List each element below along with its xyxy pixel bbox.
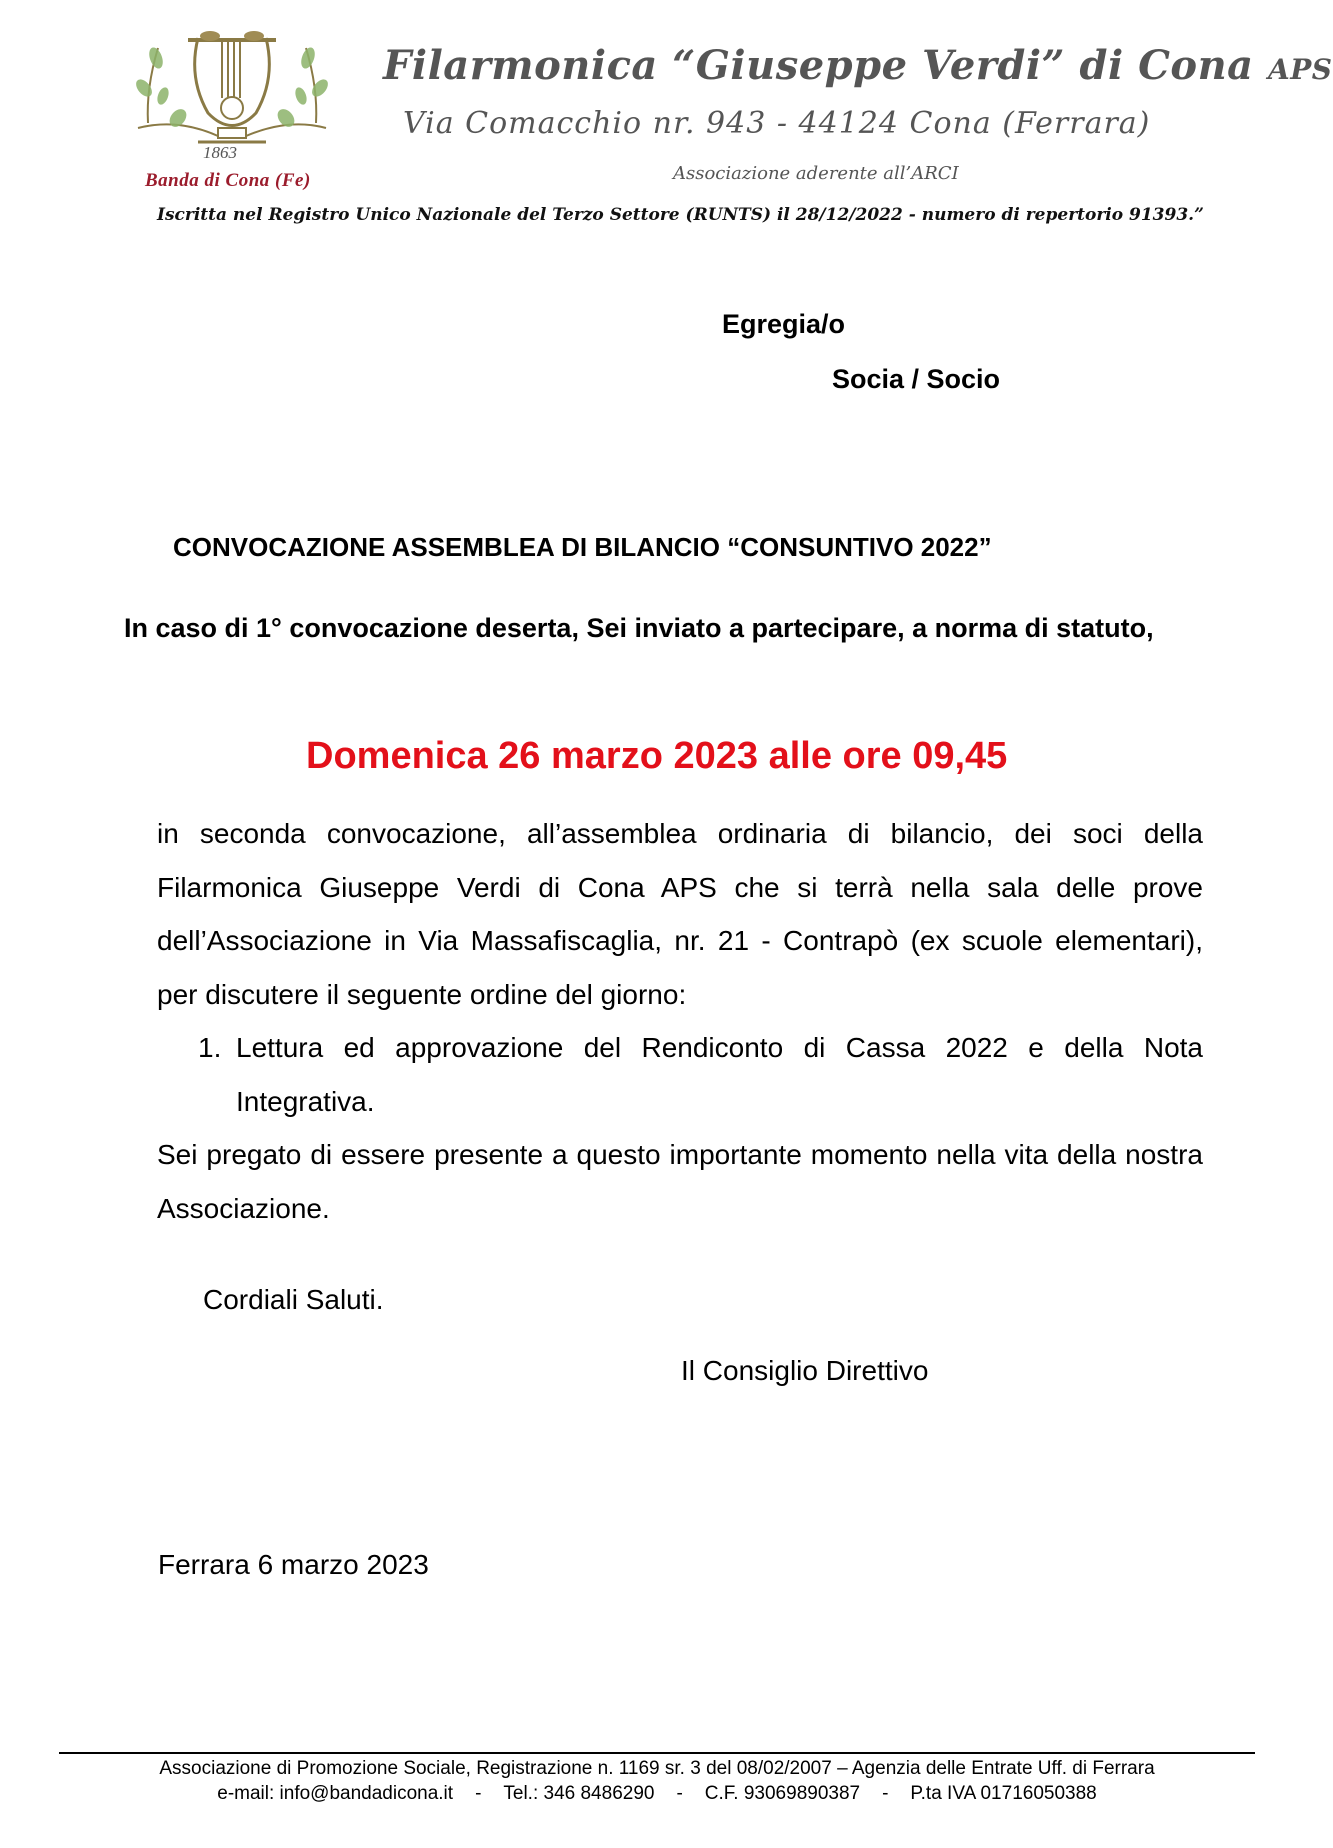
footer-email: e-mail: info@bandadicona.it (217, 1783, 454, 1804)
footer (59, 1756, 1255, 1806)
footer-vat: P.ta IVA 01716050388 (910, 1783, 1097, 1804)
footer-divider (59, 1752, 1255, 1754)
letter-body (157, 807, 1203, 1235)
logo-caption: Banda di Cona (Fe) (145, 170, 311, 191)
footer-contacts (59, 1781, 1255, 1806)
meeting-date-time: Domenica 26 marzo 2023 alle ore 09,45 (306, 735, 1008, 777)
footer-tax-code: C.F. 93069890387 (704, 1783, 861, 1804)
organization-name-text: Filarmonica “Giuseppe Verdi” di Cona (383, 42, 1254, 89)
organization-name (383, 42, 1333, 89)
agenda-item (157, 1021, 1203, 1128)
body-paragraph: Sei pregato di essere presente a questo importante momento nella vita della nostra Associazione. (157, 1139, 1203, 1224)
footer-separator: - (882, 1783, 889, 1804)
place-date: Ferrara 6 marzo 2023 (158, 1549, 429, 1580)
body-paragraph: in seconda convocazione, all’assemblea ordinaria di bilancio, dei soci della Filarmonica Giuseppe Verdi di Cona APS che si terrà nella sala delle prove dell’Associazione in Via Massafiscaglia, nr. 21 - Contrapò (ex scuole elementari), per discutere il seguente ordine del giorno: (157, 818, 1203, 1010)
footer-separator: - (676, 1783, 683, 1804)
addressee-role: Socia / Socio (832, 364, 1001, 394)
closing-greeting: Cordiali Saluti. (203, 1284, 384, 1315)
signature: Il Consiglio Direttivo (681, 1355, 929, 1386)
footer-separator: - (475, 1783, 482, 1804)
organization-registry: Iscritta nel Registro Unico Nazionale del Terzo Settore (RUNTS) il 28/12/2022 - numero di repertorio 91393.” (157, 205, 1204, 225)
agenda-item-number: 1. (198, 1032, 222, 1063)
organization-affiliation: Associazione aderente all’ARCI (673, 163, 959, 184)
organization-address: Via Comacchio nr. 943 - 44124 Cona (Ferrara) (403, 106, 1151, 141)
agenda-item-text: Lettura ed approvazione del Rendiconto di Cassa 2022 e della Nota Integrativa. (236, 1032, 1203, 1117)
footer-registration: Associazione di Promozione Sociale, Registrazione n. 1169 sr. 3 del 08/02/2007 – Agenzia delle Entrate Uff. di Ferrara (159, 1758, 1155, 1779)
letter-subject: CONVOCAZIONE ASSEMBLEA DI BILANCIO “CONSUNTIVO 2022” (173, 532, 992, 562)
addressee-salutation: Egregia/o (722, 309, 846, 339)
intro-paragraph: In caso di 1° convocazione deserta, Sei inviato a partecipare, a norma di statuto, (124, 613, 1154, 643)
logo-year: 1863 (203, 143, 237, 162)
organization-name-suffix: APS (1268, 53, 1333, 86)
footer-phone: Tel.: 346 8486290 (503, 1783, 655, 1804)
